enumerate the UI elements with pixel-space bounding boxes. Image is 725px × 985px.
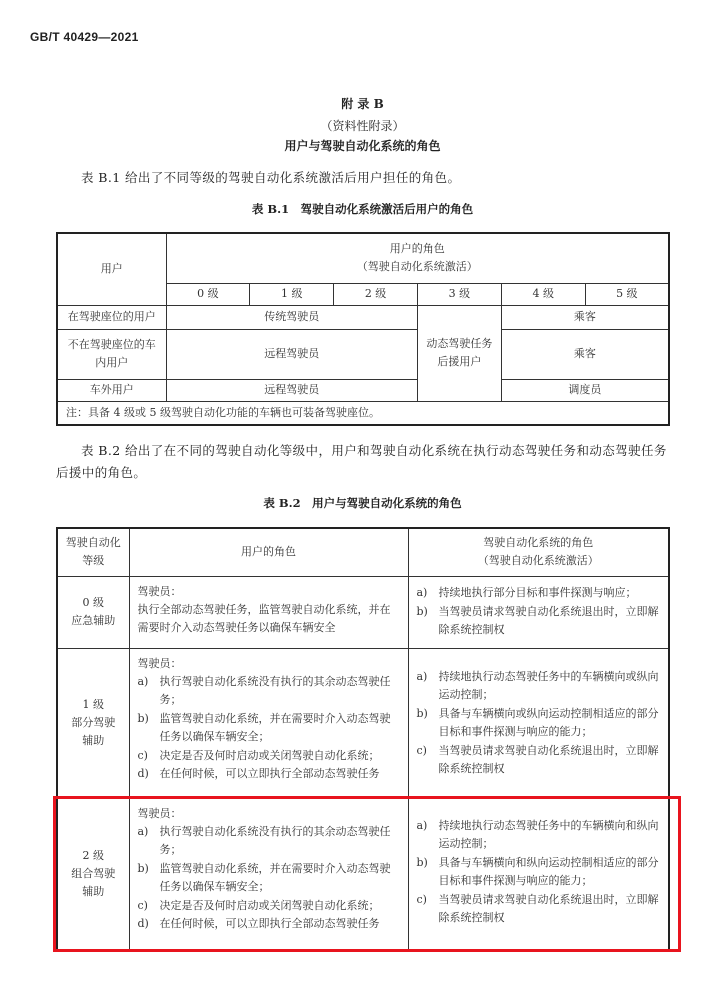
level-3: 3 级 [417,283,501,305]
table-b2-caption: 表 B.2 用户与驾驶自动化系统的角色 [263,496,462,510]
user-role-cell: 驾驶员： a) 执行驾驶自动化系统没有执行的其余动态驾驶任务； b) 监管驾驶自动化系统，并在需要时介入动态驾驶任务以确保车辆安全； c) 决定是否及何时启动或关闭驾驶自动化系统； d) 在任何时候，可以立即执行全部动态驾驶任务 [129,798,408,951]
system-role-cell: a) 持续地执行动态驾驶任务中的车辆横向和纵向运动控制； b) 具备与车辆横向和纵向运动控制相适应的部分目标和事件探测与响应的能力； c) 当驾驶员请求驾驶自动化系统退出时，立即解除系统控制权 [408,798,669,951]
row-role-45: 调度员 [501,379,669,401]
table-row [57,648,669,798]
level-cell: 2 级 组合驾驶辅助 [57,798,129,951]
paragraph-b2: 表 B.2 给出了在不同的驾驶自动化等级中，用户和驾驶自动化系统在执行动态驾驶任务和动态驾驶任务后援中的角色。 [56,443,667,480]
header-user: 用户 [57,233,166,305]
table-b1 [56,232,670,426]
row-role-45: 乘客 [501,305,669,329]
row-user: 在驾驶座位的用户 [57,305,166,329]
table-note: 注：具备 4 级或 5 级驾驶自动化功能的车辆也可装备驾驶座位。 [57,401,669,425]
level-4: 4 级 [501,283,585,305]
level-2: 2 级 [334,283,418,305]
level-5: 5 级 [585,283,669,305]
level-0: 0 级 [166,283,250,305]
system-role-cell: a) 持续地执行部分目标和事件探测与响应； b) 当驾驶员请求驾驶自动化系统退出时，立即解除系统控制权 [408,576,669,648]
header-level: 驾驶自动化等级 [57,528,129,576]
row-role-012: 传统驾驶员 [166,305,417,329]
table-row [57,329,669,379]
table-row [57,305,669,329]
user-role-cell: 驾驶员： 执行全部动态驾驶任务，监管驾驶自动化系统，并在需要时介入动态驾驶任务以确保车辆安全 [129,576,408,648]
table-row [57,379,669,401]
header-system-role: 驾驶自动化系统的角色 （驾驶自动化系统激活） [408,528,669,576]
row-role-012: 远程驾驶员 [166,379,417,401]
appendix-heading: 用户与驾驶自动化系统的角色 [284,139,441,153]
appendix-title: 附 录 B [341,97,384,111]
table-b2 [56,527,670,952]
paragraph-b1: 表 B.1 给出了不同等级的驾驶自动化系统激活后用户担任的角色。 [81,170,461,185]
row-user: 不在驾驶座位的车内用户 [57,329,166,379]
level-1: 1 级 [250,283,334,305]
level-cell: 1 级 部分驾驶辅助 [57,648,129,798]
standard-number: GB/T 40429—2021 [30,30,139,44]
role-level3: 动态驾驶任务后援用户 [417,305,501,401]
row-role-012: 远程驾驶员 [166,329,417,379]
level-cell: 0 级 应急辅助 [57,576,129,648]
system-role-cell: a) 持续地执行动态驾驶任务中的车辆横向或纵向运动控制； b) 具备与车辆横向或纵向运动控制相适应的部分目标和事件探测与响应的能力； c) 当驾驶员请求驾驶自动化系统退出时，立即解除系统控制权 [408,648,669,798]
table-row [57,798,669,951]
table-b1-caption: 表 B.1 驾驶自动化系统激活后用户的角色 [251,202,474,216]
row-role-45: 乘客 [501,329,669,379]
row-user: 车外用户 [57,379,166,401]
header-role: 用户的角色 （驾驶自动化系统激活） [166,233,669,283]
table-row [57,576,669,648]
header-user-role: 用户的角色 [129,528,408,576]
appendix-subtitle: （资料性附录） [320,119,405,133]
user-role-cell: 驾驶员： a) 执行驾驶自动化系统没有执行的其余动态驾驶任务； b) 监管驾驶自动化系统，并在需要时介入动态驾驶任务以确保车辆安全； c) 决定是否及何时启动或关闭驾驶自动化系统； d) 在任何时候，可以立即执行全部动态驾驶任务 [129,648,408,798]
